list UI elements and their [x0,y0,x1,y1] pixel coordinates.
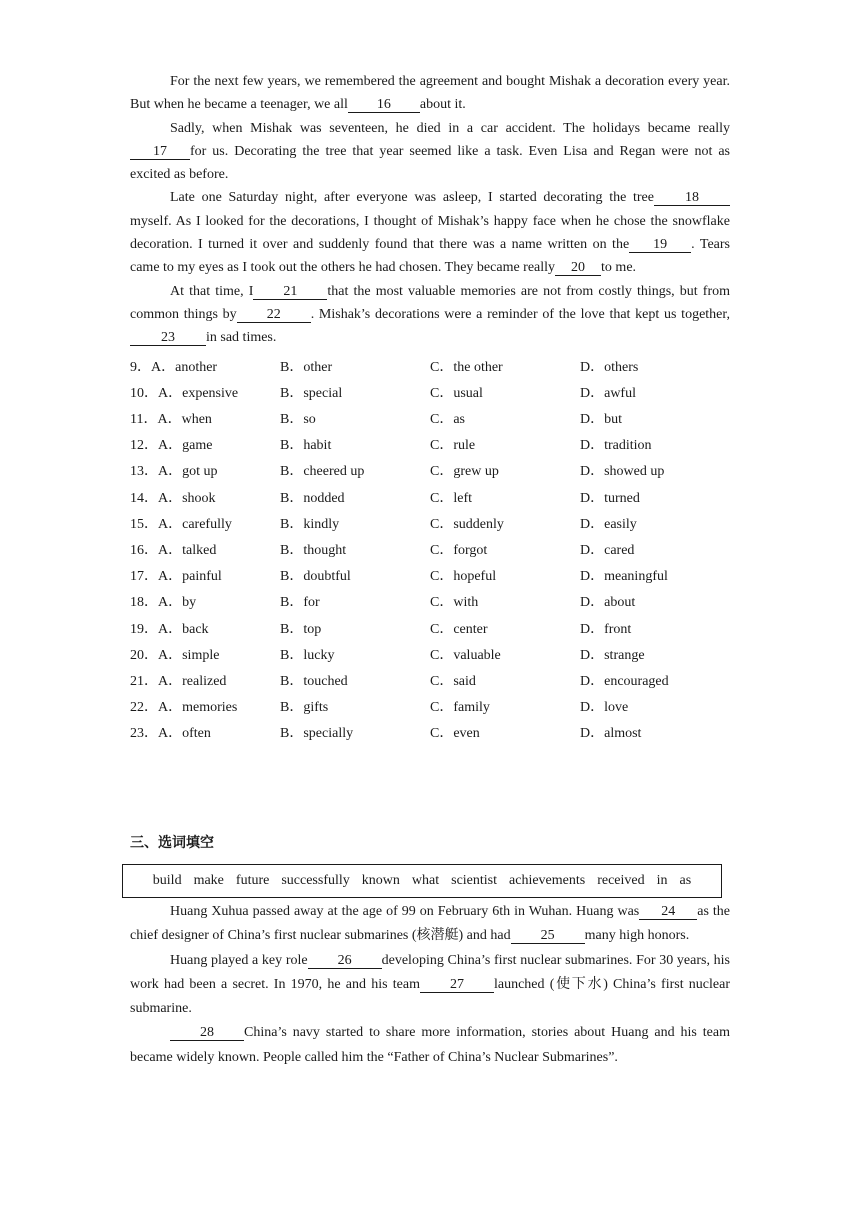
question-row [130,405,730,431]
option-b[interactable]: B．special [280,385,343,401]
passage-paragraph: 28 China’s navy started to share more information, stories about Huang and his team became widely known. People called him the “Father of China’s Nuclear Submarines”. [130,1025,730,1065]
passage-paragraph: Huang played a key role 26 developing China’s first nuclear submarines. For 30 years, his work had been a secret. In 1970, he and his team 27 launched (使下水) China’s first nuclear submarine. [130,952,730,1017]
word-bank-item: future [235,873,270,888]
option-d[interactable]: D．meaningful [580,569,668,585]
question-row [130,719,730,745]
option-a[interactable]: 10．A．expensive [130,385,239,401]
option-d[interactable]: D．front [580,621,632,637]
option-b[interactable]: B．top [280,621,322,637]
question-row [130,641,730,667]
question-row [130,431,730,457]
blank-20[interactable]: 20 [555,260,601,276]
option-d[interactable]: D．turned [580,490,640,506]
option-a[interactable]: 23．A．often [130,726,211,742]
option-d[interactable]: D．showed up [580,464,665,480]
option-c[interactable]: C．forgot [430,542,488,558]
option-d[interactable]: D．easily [580,516,637,532]
option-c[interactable]: C．center [430,621,488,637]
word-bank [122,864,722,898]
option-c[interactable]: C．even [430,726,480,742]
option-c[interactable]: C．as [430,412,465,428]
option-a[interactable]: 16．A．talked [130,542,217,558]
option-a[interactable]: 11．A．when [130,412,212,428]
blank-28[interactable]: 28 [170,1025,244,1041]
question-row [130,667,730,693]
question-row [130,693,730,719]
option-b[interactable]: B．doubtful [280,569,351,585]
word-bank-item: build [152,873,182,888]
blank-21[interactable]: 21 [253,284,327,300]
passage-paragraph: Late one Saturday night, after everyone was asleep, I started decorating the tree 18myself. As I looked for the decorations, I thought of Mishak’s happy face when he chose the snowflake decoration. I turned it over and suddenly found that there was a name written on the 19 . Tears came to my eyes as I took out the others he had chosen. They became really 20 to me. [130,190,730,276]
word-bank-item: what [411,873,440,888]
option-c[interactable]: C．suddenly [430,516,504,532]
option-b[interactable]: B．gifts [280,700,329,716]
question-row [130,353,730,379]
question-row [130,379,730,405]
option-c[interactable]: C．family [430,700,490,716]
option-a[interactable]: 14．A．shook [130,490,216,506]
question-options [130,353,730,746]
option-a[interactable]: 18．A．by [130,595,197,611]
option-d[interactable]: D．tradition [580,438,652,454]
option-c[interactable]: C．grew up [430,464,499,480]
word-bank-item: as [679,873,692,888]
word-bank-item: in [656,873,668,888]
blank-23[interactable]: 23 [130,330,206,346]
passage-2 [130,900,730,1070]
passage-paragraph: For the next few years, we remembered the agreement and bought Mishak a decoration every year. But when he became a teenager, we all 16 about it. [130,74,730,113]
option-c[interactable]: C．said [430,673,476,689]
option-b[interactable]: B．other [280,359,333,375]
option-b[interactable]: B．specially [280,726,354,742]
blank-26[interactable]: 26 [308,953,382,969]
option-a[interactable]: 12．A．game [130,438,213,454]
option-c[interactable]: C．left [430,490,472,506]
word-bank-item: received [597,873,645,888]
blank-27[interactable]: 27 [420,977,494,993]
passage-paragraph: Huang Xuhua passed away at the age of 99 on February 6th in Wuhan. Huang was 24 as the chief designer of China’s first nuclear submarines (核潜艇) and had 25 many high honors. [130,904,730,944]
option-c[interactable]: C．usual [430,385,483,401]
question-row [130,536,730,562]
option-b[interactable]: B．so [280,412,316,428]
question-row [130,588,730,614]
option-b[interactable]: B．habit [280,438,332,454]
option-d[interactable]: D．others [580,359,639,375]
option-c[interactable]: C．valuable [430,647,501,663]
blank-19[interactable]: 19 [629,237,691,253]
option-b[interactable]: B．nodded [280,490,345,506]
option-d[interactable]: D．encouraged [580,673,669,689]
option-a[interactable]: 19．A．back [130,621,209,637]
option-d[interactable]: D．strange [580,647,645,663]
blank-17[interactable]: 17 [130,144,190,160]
option-b[interactable]: B．touched [280,673,348,689]
blank-22[interactable]: 22 [237,307,311,323]
option-c[interactable]: C．the other [430,359,503,375]
question-row [130,484,730,510]
option-d[interactable]: D．cared [580,542,635,558]
option-a[interactable]: 13．A．got up [130,464,218,480]
passage-paragraph: Sadly, when Mishak was seventeen, he died in a car accident. The holidays became really17 for us. Decorating the tree that year seemed like a task. Even Lisa and Regan were not as excited as before. [130,120,730,183]
option-b[interactable]: B．thought [280,542,347,558]
blank-25[interactable]: 25 [511,928,585,944]
option-a[interactable]: 22．A．memories [130,700,238,716]
option-a[interactable]: 15．A．carefully [130,516,232,532]
passage-paragraph: At that time, I 21 that the most valuable memories are not from costly things, but from common things by 22 . Mishak’s decorations were a reminder of the love that kept us together,23 in sad times. [130,283,730,346]
word-bank-item: make [193,873,224,888]
document-page [130,70,730,1065]
word-bank-item: scientist [451,873,498,888]
word-bank-item: known [361,873,400,888]
question-row [130,614,730,640]
option-c[interactable]: C．with [430,595,479,611]
option-d[interactable]: D．awful [580,385,636,401]
option-d[interactable]: D．but [580,412,622,428]
option-c[interactable]: C．rule [430,438,476,454]
option-a[interactable]: 21．A．realized [130,673,227,689]
option-b[interactable]: B．for [280,595,320,611]
question-row [130,562,730,588]
option-d[interactable]: D．almost [580,726,642,742]
word-bank-item: successfully [281,873,350,888]
question-row [130,510,730,536]
section-title: 三、选词填空 [130,835,214,851]
option-b[interactable]: B．cheered up [280,464,365,480]
option-a[interactable]: 17．A．painful [130,569,222,585]
blank-24[interactable]: 24 [639,904,697,920]
option-b[interactable]: B．lucky [280,647,335,663]
blank-16[interactable]: 16 [348,97,420,113]
option-b[interactable]: B．kindly [280,516,340,532]
word-bank-item: achievements [509,873,586,888]
option-a[interactable]: 9．A．another [130,359,218,375]
question-row [130,457,730,483]
option-d[interactable]: D．about [580,595,636,611]
blank-18[interactable]: 18 [654,190,730,206]
option-d[interactable]: D．love [580,700,629,716]
option-a[interactable]: 20．A．simple [130,647,220,663]
option-c[interactable]: C．hopeful [430,569,497,585]
